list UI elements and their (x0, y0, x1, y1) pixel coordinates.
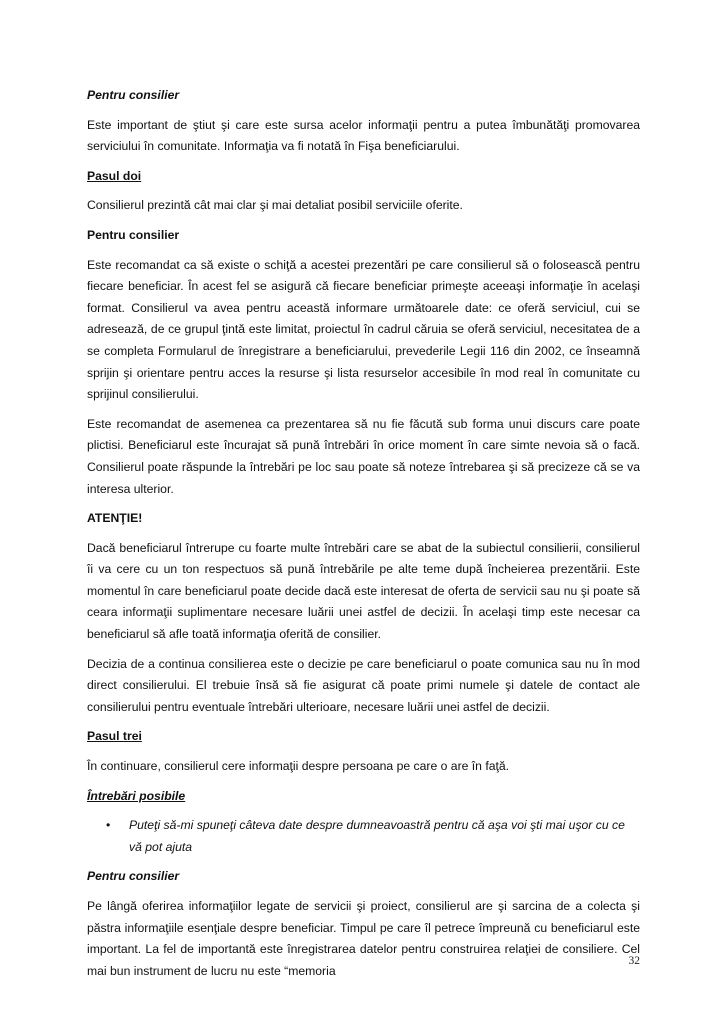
paragraph: Este recomandat de asemenea ca prezentarea să nu fie făcută sub forma unui discurs care poate plictisi. Beneficiarul este încurajat să pună întrebări în orice moment în care simte nevoia să o facă. Consilierul poate răspunde la întrebări pe loc sau poate să noteze întrebarea şi să precizeze că se va interesa ulterior. (87, 416, 640, 496)
paragraph: Dacă beneficiarul întrerupe cu foarte multe întrebări care se abat de la subiectul consilierii, consilierul îi va cere cu un ton respectuos să pună întrebările pe alte teme după încheierea prezentării. Este momentul în care beneficiarul poate decide dacă este interesat de oferta de servicii sau nu şi poate să ceara informaţii suplimentare necesare luării unei astfel de decizii. În acelaşi timp este necesar ca beneficiarul să afle toată informaţia oferită de consilier. (87, 540, 640, 642)
heading-atentie: ATENŢIE! (87, 511, 143, 526)
heading-intrebari-posibile: Întrebări posibile (87, 788, 186, 803)
list-item (87, 815, 640, 858)
heading-pentru-consilier: Pentru consilier (87, 227, 180, 242)
paragraph: Consilierul prezintă cât mai clar şi mai detaliat posibil serviciile oferite. (87, 198, 463, 213)
page-content (87, 85, 640, 990)
heading-pasul-trei: Pasul trei (87, 729, 142, 744)
page-number: 32 (628, 955, 640, 967)
list-item-text: Puteţi să-mi spuneţi câteva date despre dumneavoastră pentru că aşa voi şti mai uşor cu ce vă pot ajuta (129, 818, 625, 854)
heading-pentru-consilier: Pentru consilier (87, 88, 180, 102)
paragraph: Este recomandat ca să existe o schiţă a acestei prezentări pe care consilierul să o folosească pentru fiecare beneficiar. În acest fel se asigură că fiecare beneficiar primeşte aceeaşi informaţie în acelaşi format. Consilierul va avea pentru această informare următoarele date: ce oferă serviciul, cui se adresează, de ce grupul ţintă este limitat, proiectul în cadrul căruia se oferă serviciul, necesitatea de a se completa Formularul de înregistrare a beneficiarului, prevederile Legii 116 din 2002, ce înseamnă sprijin şi orientare pentru acces la resurse şi lista resurselor accesibile în mod real în comunitate cu sprijinul consilierului. (87, 257, 640, 402)
heading-pentru-consilier: Pentru consilier (87, 869, 180, 884)
paragraph: Este important de ştiut şi care este sursa acelor informaţii pentru a putea îmbunătăţi promovarea serviciului în comunitate. Informaţia va fi notată în Fişa beneficiarului. (87, 117, 640, 154)
bullet-list (87, 815, 640, 858)
paragraph: Decizia de a continua consilierea este o decizie pe care beneficiarul o poate comunica sau nu în mod direct consilierului. El trebuie însă să fie asigurat că poate primi numele şi datele de contact ale consilierului pentru eventuale întrebări ulterioare, necesare luării unei astfel de decizii. (87, 656, 640, 714)
bullet-icon: • (106, 818, 111, 833)
paragraph: Pe lângă oferirea informaţiilor legate de servicii şi proiect, consilierul are şi sarcina de a colecta şi păstra informaţiile esenţiale despre beneficiar. Timpul pe care îl petrece împreună cu beneficiarul este important. La fel de importantă este înregistrarea datelor pentru construirea relaţiei de consiliere. Cel mai bun instrument de lucru nu este “memoria (87, 899, 640, 978)
paragraph: În continuare, consilierul cere informaţii despre persoana pe care o are în faţă. (87, 759, 510, 774)
heading-pasul-doi: Pasul doi (87, 168, 142, 183)
